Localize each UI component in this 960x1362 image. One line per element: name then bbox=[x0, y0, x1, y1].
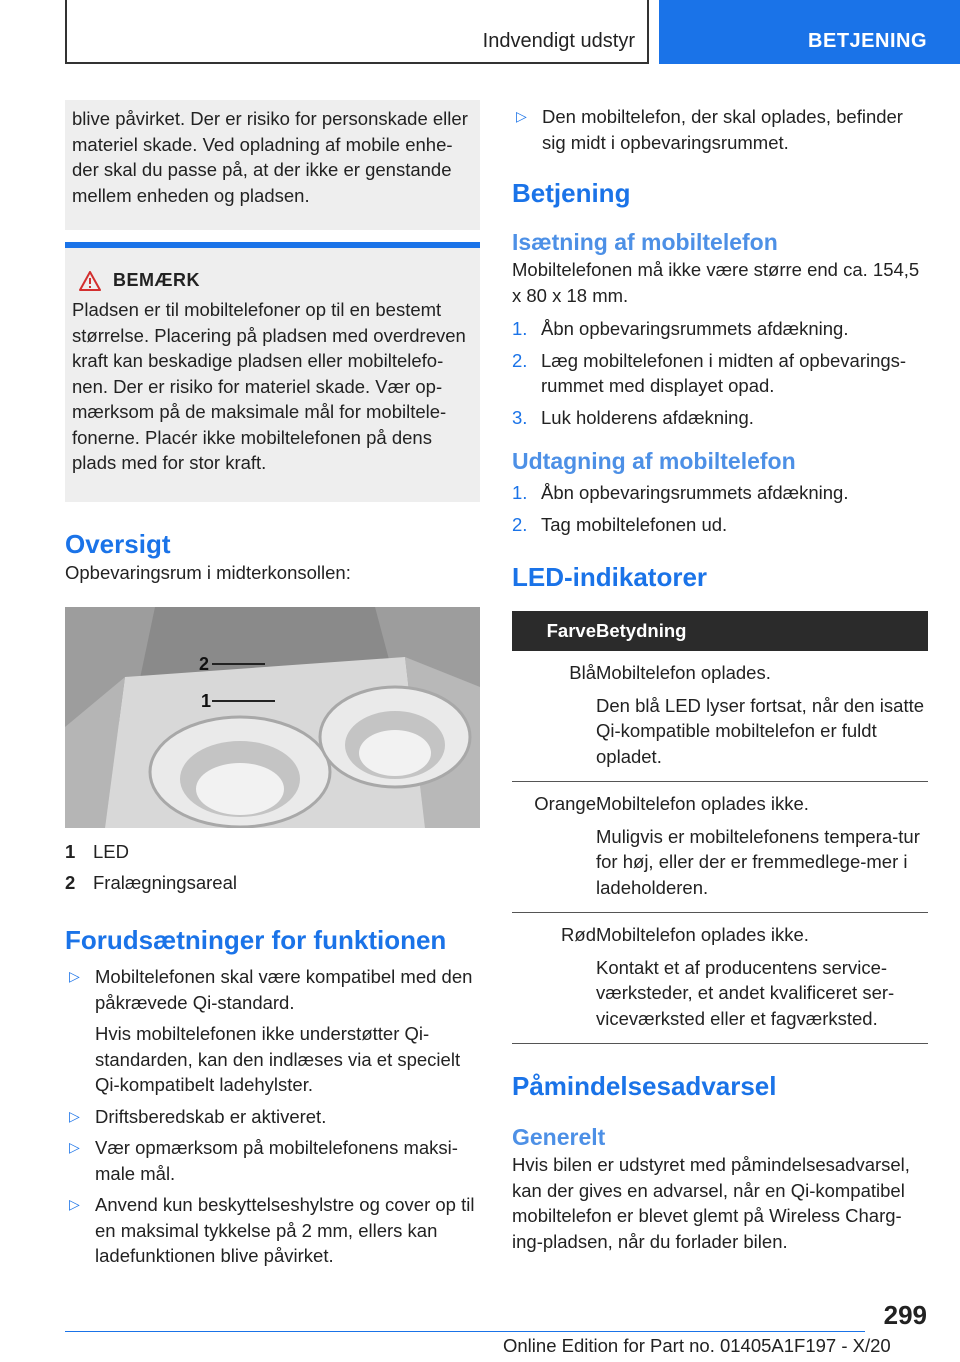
prereq-heading: Forudsætninger for funktionen bbox=[65, 925, 447, 955]
legend-number: 2 bbox=[65, 872, 76, 893]
figure-legend bbox=[65, 836, 480, 898]
insert-steps bbox=[512, 316, 928, 430]
left-column bbox=[65, 100, 480, 1275]
legend-item bbox=[65, 867, 480, 898]
edition-text: Online Edition for Part no. 01405A1F197 - X/20 bbox=[503, 1335, 891, 1356]
step-item bbox=[512, 405, 928, 431]
remove-steps bbox=[512, 480, 928, 537]
legend-label: LED bbox=[93, 841, 129, 862]
reminder-heading: Påmindelsesadvarsel bbox=[512, 1071, 777, 1101]
triangle-bullet-icon: ▷ bbox=[69, 968, 80, 984]
overview-heading: Oversigt bbox=[65, 528, 171, 559]
led-color-cell: Orange bbox=[512, 782, 596, 913]
prereq-list bbox=[65, 964, 480, 1269]
note-header bbox=[79, 270, 473, 291]
step-text: Åbn opbevaringsrummets afdækning. bbox=[541, 482, 849, 503]
console-illustration bbox=[65, 607, 480, 828]
led-meaning-cell bbox=[596, 913, 928, 1044]
list-item bbox=[65, 1104, 480, 1130]
step-text: Læg mobiltelefonen i midten af opbevarings-rummet med displayet opad. bbox=[541, 349, 907, 396]
header-chapter-title: BETJENING bbox=[808, 30, 927, 52]
led-meaning: Mobiltelefon oplades ikke. bbox=[596, 793, 809, 814]
insert-heading: Isætning af mobiltelefon bbox=[512, 229, 778, 255]
list-item-text: Den mobiltelefon, der skal oplades, befinder sig midt i opbevaringsrummet. bbox=[542, 106, 903, 153]
list-item-text: Vær opmærksom på mobiltelefonens maksi-male mål. bbox=[95, 1137, 458, 1184]
reminder-subheading: Generelt bbox=[512, 1124, 606, 1150]
step-text: Tag mobiltelefonen ud. bbox=[541, 513, 728, 535]
led-detail: Den blå LED lyser fortsat, når den isatte Qi-kompatible mobiltelefon er fuldt opladet. bbox=[596, 694, 925, 767]
led-detail: Kontakt et af producentens service-værksteder, et andet kvalificeret ser-viceværksted eller et fagværksted. bbox=[596, 956, 895, 1029]
triangle-bullet-icon: ▷ bbox=[69, 1107, 80, 1124]
note-text: Pladsen er til mobiltelefoner op til en bestemt størrelse. Placering på pladsen med overdreven kraft kan beskadige pladsen eller mobiltelefo-nen. Der er risiko for materiel skade. Vær op-mærksom på de maksimale mål for mobiltele-fonerne. Placér ikke mobiltelefonen på dens plads med for stor kraft. bbox=[72, 299, 466, 473]
triangle-bullet-icon: ▷ bbox=[69, 1139, 80, 1155]
step-item bbox=[512, 480, 928, 506]
column-header-meaning: Betydning bbox=[596, 611, 928, 651]
insert-text: Mobiltelefonen må ikke være større end ca. 154,5 x 80 x 18 mm. bbox=[512, 259, 920, 306]
table-header-row bbox=[512, 611, 928, 651]
led-table bbox=[512, 611, 928, 1044]
step-item bbox=[512, 512, 928, 538]
list-item bbox=[512, 104, 928, 155]
header-chapter-tab bbox=[659, 0, 960, 64]
note-title: BEMÆRK bbox=[113, 270, 200, 290]
column-header-color: Farve bbox=[512, 611, 596, 651]
list-item bbox=[65, 1135, 480, 1186]
step-number: 1. bbox=[512, 318, 528, 339]
step-item bbox=[512, 348, 928, 399]
legend-label: Fralægningsareal bbox=[93, 872, 237, 893]
operation-heading: Betjening bbox=[512, 178, 631, 208]
warning-continuation-box bbox=[65, 100, 480, 230]
table-row bbox=[512, 913, 928, 1044]
reminder-text: Hvis bilen er udstyret med påmindelsesadvarsel, kan der gives en advarsel, når en Qi-kompatibel mobiltelefon er blevet glemt på Wireless Charg-ing-pladsen, når du forlader bilen. bbox=[512, 1154, 910, 1252]
list-item-text: Mobiltelefonen skal være kompatibel med den påkrævede Qi-standard. bbox=[95, 966, 473, 1013]
list-item-subtext: Hvis mobiltelefonen ikke understøtter Qi-standarden, kan den indlæses via et specielt Qi-kompatibelt ladehylster. bbox=[95, 1023, 461, 1095]
header-section-title: Indvendigt udstyr bbox=[482, 30, 635, 52]
remove-heading: Udtagning af mobiltelefon bbox=[512, 448, 796, 474]
led-meaning-cell bbox=[596, 782, 928, 913]
led-detail: Muligvis er mobiltelefonens tempera-tur for høj, eller der er fremmedlege-mer i ladeholderen. bbox=[596, 825, 920, 898]
step-number: 3. bbox=[512, 406, 528, 428]
led-meaning: Mobiltelefon oplades. bbox=[596, 662, 771, 683]
figure-label-2: 2 bbox=[199, 654, 210, 674]
led-color-cell: Blå bbox=[512, 651, 596, 782]
legend-number: 1 bbox=[65, 841, 76, 862]
list-item bbox=[65, 964, 480, 1098]
led-heading: LED-indikatorer bbox=[512, 562, 708, 592]
triangle-bullet-icon: ▷ bbox=[516, 108, 527, 124]
list-item bbox=[65, 1192, 480, 1269]
footer-divider bbox=[65, 1331, 865, 1332]
warning-triangle-icon bbox=[79, 271, 101, 291]
step-number: 1. bbox=[512, 482, 528, 503]
step-number: 2. bbox=[512, 349, 528, 371]
led-meaning-cell bbox=[596, 651, 928, 782]
list-item-text: Anvend kun beskyttelseshylstre og cover op til en maksimal tykkelse på 2 mm, ellers kan ladefunktionen blive påvirket. bbox=[95, 1194, 475, 1266]
note-box bbox=[65, 242, 480, 502]
step-number: 2. bbox=[512, 513, 528, 535]
figure-label-1: 1 bbox=[201, 691, 212, 711]
triangle-bullet-icon: ▷ bbox=[69, 1196, 80, 1212]
header-section-box bbox=[65, 0, 649, 64]
page-number: 299 bbox=[883, 1300, 927, 1330]
overview-text: Opbevaringsrum i midterkonsollen: bbox=[65, 561, 351, 583]
table-row bbox=[512, 782, 928, 913]
right-column bbox=[512, 100, 928, 1254]
step-text: Åbn opbevaringsrummets afdækning. bbox=[541, 318, 849, 339]
step-text: Luk holderens afdækning. bbox=[541, 406, 754, 428]
led-color-cell: Rød bbox=[512, 913, 596, 1044]
table-row bbox=[512, 651, 928, 782]
led-meaning: Mobiltelefon oplades ikke. bbox=[596, 924, 809, 945]
warning-continuation-text: blive påvirket. Der er risiko for personskade eller materiel skade. Ved opladning af mobile enhe-der skal du passe på, at der ikke er genstande mellem enheden og pladsen. bbox=[72, 108, 468, 206]
step-item bbox=[512, 316, 928, 342]
legend-item bbox=[65, 836, 480, 867]
top-list bbox=[512, 104, 928, 155]
list-item-text: Driftsberedskab er aktiveret. bbox=[95, 1105, 327, 1127]
